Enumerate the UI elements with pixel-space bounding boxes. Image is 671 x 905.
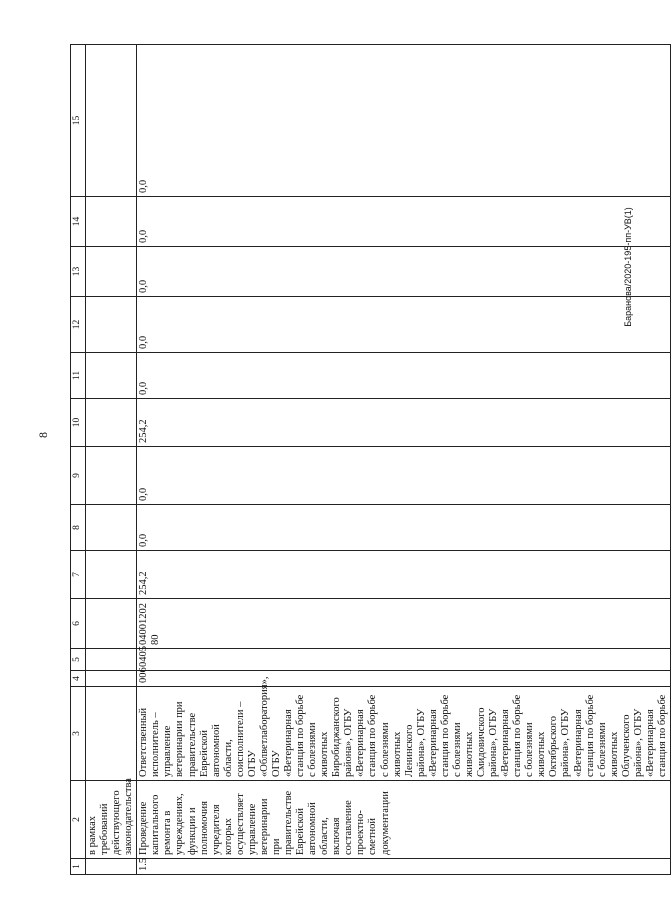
page-number: 8 (36, 432, 50, 438)
header-cell: 15 (71, 45, 86, 197)
header-cell: 1 (71, 859, 86, 875)
cell-c13: 0,0 (137, 247, 671, 297)
cell-c12: 0,0 (137, 297, 671, 353)
header-cell: 11 (71, 353, 86, 399)
cell-name: Проведение капитального ремонта в учреждениях, функции и полномочия учредителя которых осуществляет управление ветеринарии при правительстве Еврейской автономной области, включая составление проектно-сметной документации (137, 781, 671, 859)
header-cell: 7 (71, 551, 86, 599)
header-cell: 3 (71, 687, 86, 781)
table-row (86, 45, 137, 875)
cell-c10: 254,2 (137, 399, 671, 447)
cell-c15: 0,0 (137, 45, 671, 197)
cell-c7: 254,2 (137, 551, 671, 599)
header-row (71, 45, 86, 875)
cell-num: 1.5 (137, 859, 671, 875)
cell-name: в рамках требований действующего законодательства (86, 781, 137, 859)
cell-c4: 006 (137, 671, 671, 687)
header-cell: 10 (71, 399, 86, 447)
program-table (70, 44, 671, 875)
header-cell: 8 (71, 505, 86, 551)
table-row (137, 45, 671, 875)
cell-c5: 0405 (137, 649, 671, 671)
cell-c14: 0,0 (137, 197, 671, 247)
cell-executor: Ответственный исполнитель – управление ветеринарии при правительстве Еврейской автономной области, соисполнители – ОГБУ «Облветлаборатория», ОГБУ «Ветеринарная станция по борьбе с болезнями животных Биробиджанского района», ОГБУ «Ветеринарная станция по борьбе с болезнями животных Ленинского района», ОГБУ «Ветеринарная станция по борьбе с болезнями животных Смидовичского района», ОГБУ «Ветеринарная станция по борьбе с болезнями животных Октябрьского района», ОГБУ «Ветеринарная станция по борьбе с болезнями животных Облученского района», ОГБУ «Ветеринарная станция по борьбе (137, 687, 671, 781)
header-cell: 2 (71, 781, 86, 859)
header-cell: 5 (71, 649, 86, 671)
header-cell: 14 (71, 197, 86, 247)
document-code: Баранова/2020-195-пп-УВ(1) (623, 207, 633, 327)
cell-c11: 0,0 (137, 353, 671, 399)
cell-c9: 0,0 (137, 447, 671, 505)
header-cell: 6 (71, 599, 86, 649)
header-cell: 9 (71, 447, 86, 505)
cell-c8: 0,0 (137, 505, 671, 551)
header-cell: 4 (71, 671, 86, 687)
header-cell: 12 (71, 297, 86, 353)
header-cell: 13 (71, 247, 86, 297)
cell-c6: 04001202 80 (137, 599, 671, 649)
